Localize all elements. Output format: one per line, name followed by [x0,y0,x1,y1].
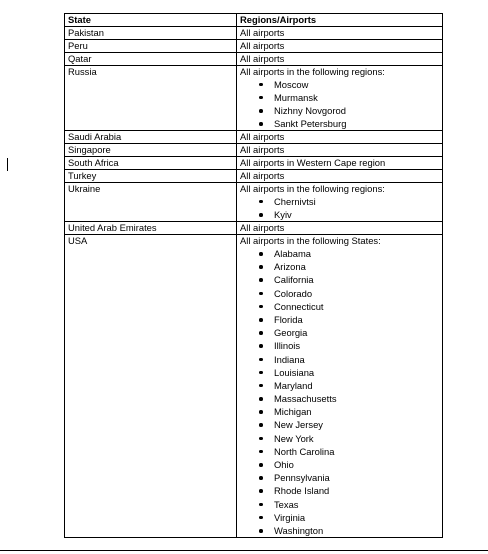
regions-cell [237,39,443,52]
list-item: Michigan [240,405,442,418]
table-row [65,157,443,170]
regions-cell [237,65,443,131]
state-cell: Saudi Arabia [65,131,237,144]
table-row [65,182,443,221]
regions-text: All airports in the following regions: [240,65,385,77]
regions-cell [237,170,443,183]
list-item: Arizona [240,260,442,273]
list-item: Ohio [240,458,442,471]
regions-text: All airports in the following States: [240,235,381,247]
list-item: Kyiv [240,208,442,221]
list-item: Virginia [240,511,442,524]
list-item: New Jersey [240,418,442,431]
regions-text: All airports [240,144,285,156]
regions-cell [237,222,443,235]
page-bottom-rule [0,550,488,551]
state-cell: Turkey [65,170,237,183]
table-row [65,131,443,144]
table-body [65,26,443,537]
table-row [65,170,443,183]
state-cell: United Arab Emirates [65,222,237,235]
table-row [65,235,443,538]
list-item: Massachusetts [240,392,442,405]
list-item: Chernivtsi [240,195,442,208]
list-item: Colorado [240,287,442,300]
regions-cell [237,157,443,170]
list-item: Sankt Petersburg [240,117,442,130]
state-cell: USA [65,235,237,538]
regions-text: All airports in Western Cape region [240,157,386,169]
table-row [65,52,443,65]
regions-text: All airports [240,39,285,51]
list-item: Indiana [240,353,442,366]
regions-cell [237,52,443,65]
regions-text: All airports [240,170,285,181]
list-item: Rhode Island [240,484,442,497]
list-item: Washington [240,524,442,537]
regions-cell [237,235,443,538]
list-item: New York [240,432,442,445]
list-item: California [240,273,442,286]
region-list [240,195,442,221]
state-cell: Peru [65,39,237,52]
regions-cell [237,26,443,39]
list-item: Moscow [240,78,442,91]
table-row [65,26,443,39]
table-row [65,222,443,235]
region-list [240,247,442,537]
regions-cell [237,182,443,221]
state-cell: Ukraine [65,182,237,221]
regions-text: All airports in the following regions: [240,182,385,194]
list-item: Louisiana [240,366,442,379]
list-item: Georgia [240,326,442,339]
list-item: Pennsylvania [240,471,442,484]
table-row [65,144,443,157]
list-item: Illinois [240,339,442,352]
header-state: State [65,14,237,27]
state-cell: South Africa [65,157,237,170]
text-cursor [7,158,8,171]
list-item: Murmansk [240,91,442,104]
list-item: Connecticut [240,300,442,313]
list-item: Nizhny Novgorod [240,104,442,117]
table-row [65,65,443,131]
header-regions-airports: Regions/Airports [237,14,443,27]
regions-table [64,13,443,538]
state-cell: Singapore [65,144,237,157]
regions-text: All airports [240,222,285,234]
region-list [240,78,442,131]
list-item: Maryland [240,379,442,392]
regions-cell [237,144,443,157]
regions-text: All airports [240,26,285,38]
list-item: North Carolina [240,445,442,458]
list-item: Florida [240,313,442,326]
table-header-row [65,14,443,27]
state-cell: Qatar [65,52,237,65]
state-cell: Russia [65,65,237,131]
table-row [65,39,443,52]
regions-cell [237,131,443,144]
list-item: Texas [240,498,442,511]
regions-text: All airports [240,52,285,64]
state-cell: Pakistan [65,26,237,39]
list-item: Alabama [240,247,442,260]
regions-text: All airports [240,131,285,143]
